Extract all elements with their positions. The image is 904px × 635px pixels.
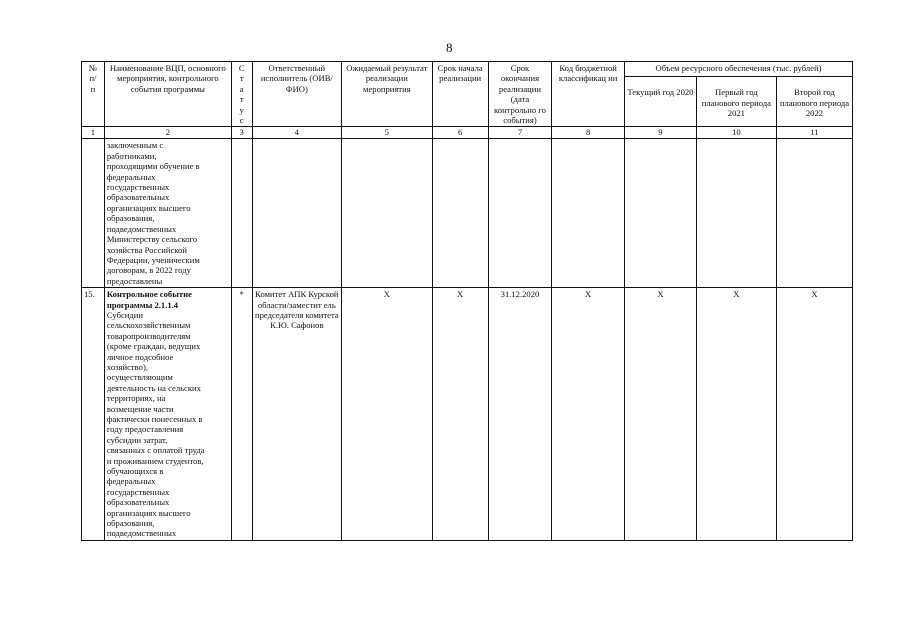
row-year-current: Х (625, 288, 697, 541)
header-status-letter: у (239, 104, 244, 115)
row-executor: Комитет АПК Курской области/заместит ель председателя комитета К.Ю. Сафонов (252, 288, 341, 541)
column-number: 6 (432, 127, 488, 139)
header-status-letter: С (238, 63, 245, 73)
column-number: 9 (625, 127, 697, 139)
header-year-second-plan: Второй год планового периода 2022 (776, 77, 852, 127)
header-year-first-plan: Первый год планового периода 2021 (696, 77, 776, 127)
row-result (342, 139, 433, 288)
header-status-letter: т (239, 73, 244, 84)
row-year-first-plan: Х (696, 288, 776, 541)
row-code: Х (552, 288, 625, 541)
table-row (82, 288, 853, 541)
row-end (488, 139, 551, 288)
header-status (231, 62, 252, 127)
row-status: * (231, 288, 252, 541)
row-start: Х (432, 288, 488, 541)
header-executor: Ответственный исполнитель (ОИВ/ФИО) (252, 62, 341, 127)
table-row (82, 139, 853, 288)
column-number-row (82, 127, 853, 139)
header-year-current: Текущий год 2020 (625, 77, 697, 127)
column-number: 2 (104, 127, 231, 139)
column-number: 7 (488, 127, 551, 139)
row-start (432, 139, 488, 288)
row-number: 15. (82, 288, 105, 541)
header-num: № п/ п (82, 62, 105, 127)
row-year-second-plan (776, 139, 852, 288)
row-code (552, 139, 625, 288)
row-text: Субсидии сельскохозяйственным товаропроизводителям (кроме граждан, ведущих личное подсобное хозяйство), осуществляющим деятельность на сельских территориях, на возмещение части фактически понесенных в году предоставления субсидии затрат, связанных с оплатой труда и проживанием студентов, обучающихся в федеральных государственных образовательных организациях высшего образования, подведомственных (106, 309, 205, 539)
header-status-letter: а (239, 83, 244, 94)
row-title: Контрольное событие программы 2.1.1.4 (106, 289, 192, 310)
column-number: 4 (252, 127, 341, 139)
header-row-1 (82, 62, 853, 77)
page-number: 8 (446, 40, 453, 55)
column-number: 1 (82, 127, 105, 139)
column-number: 8 (552, 127, 625, 139)
row-executor (252, 139, 341, 288)
row-status (231, 139, 252, 288)
header-funding: Объем ресурсного обеспечения (тыс. рублей) (625, 62, 853, 77)
header-status-letter: с (239, 115, 244, 126)
row-description (104, 288, 231, 541)
row-text: заключенным с работниками, проходящими обучение в федеральных государственных образовательных организациях высшего образования, подведомственных Министерству сельского хозяйства Российской Федерации, ученическим договорам, в 2022 году предоставлены (106, 140, 200, 286)
header-name: Наименование ВЦП, основного мероприятия, контрольного события программы (104, 62, 231, 127)
row-result: Х (342, 288, 433, 541)
row-number (82, 139, 105, 288)
column-number: 10 (696, 127, 776, 139)
header-start: Срок начала реализации (432, 62, 488, 127)
header-status-letter: т (239, 94, 244, 105)
row-year-first-plan (696, 139, 776, 288)
row-year-current (625, 139, 697, 288)
column-number: 11 (776, 127, 852, 139)
column-number: 3 (231, 127, 252, 139)
row-description (104, 139, 231, 288)
column-number: 5 (342, 127, 433, 139)
header-end: Срок окончания реализации (дата контрольно го события) (488, 62, 551, 127)
row-year-second-plan: Х (776, 288, 852, 541)
header-result: Ожидаемый результат реализации мероприятия (342, 62, 433, 127)
events-table (81, 61, 853, 541)
row-end: 31.12.2020 (488, 288, 551, 541)
header-code: Код бюджетной классификац ии (552, 62, 625, 127)
